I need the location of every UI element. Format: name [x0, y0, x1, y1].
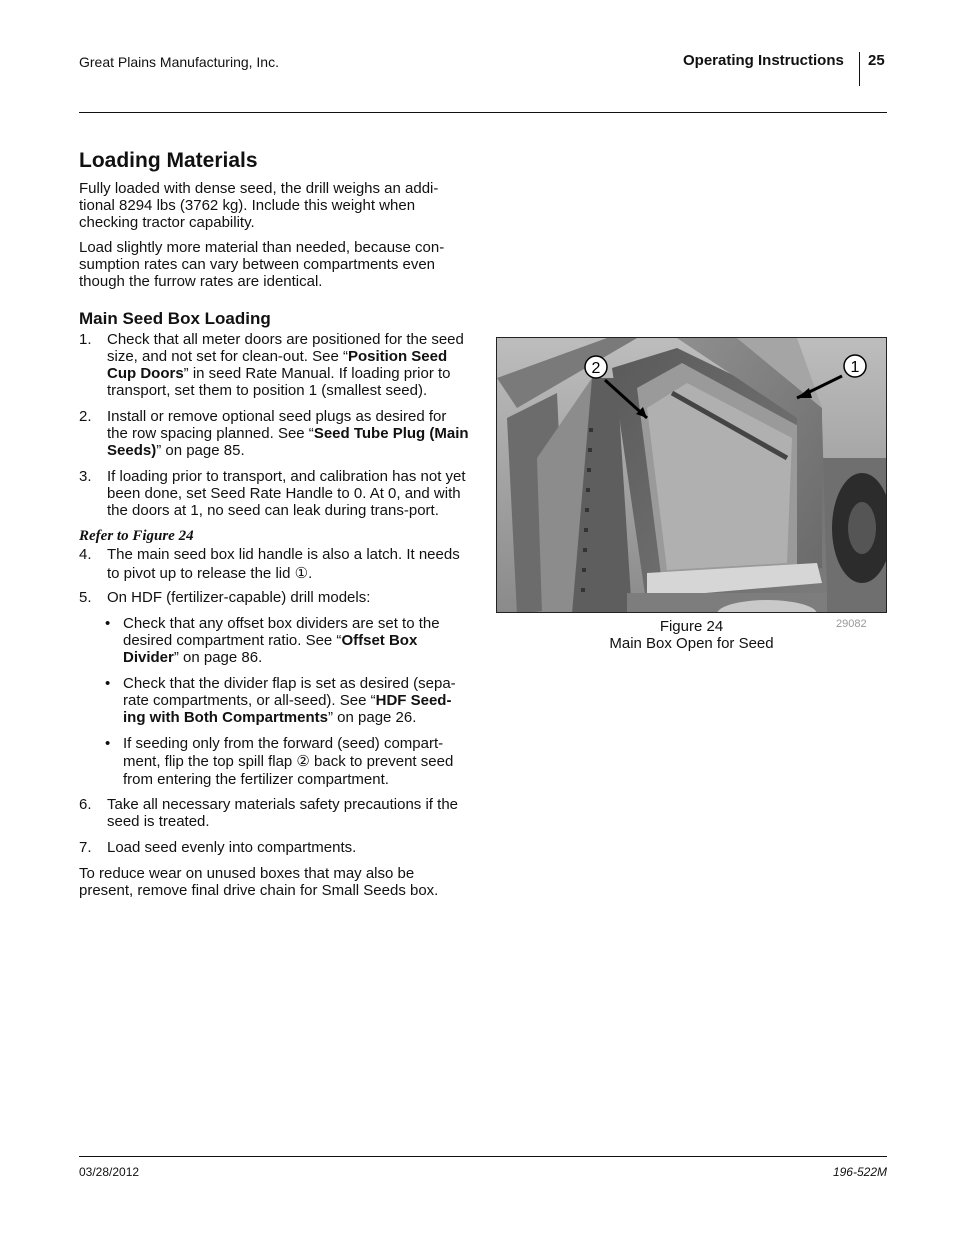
- bullet-icon: •: [105, 675, 111, 692]
- step-number: 4.: [79, 546, 92, 563]
- company-name: Great Plains Manufacturing, Inc.: [79, 54, 279, 70]
- footer-date: 03/28/2012: [79, 1165, 140, 1179]
- list-item-step-7: [79, 839, 471, 856]
- bullet-text: If seeding only from the forward (seed) compart-ment, flip the top spill flap ② back to prevent seed from entering the fertilizer compartment.: [123, 735, 454, 788]
- list-item-step-5: [79, 589, 471, 606]
- section-name: Operating Instructions: [683, 52, 844, 69]
- bullet-text: Check that the divider flap is set as desired (sepa-rate compartments, or all-seed). See “: [123, 675, 456, 709]
- page-number: 25: [868, 52, 885, 69]
- cross-reference: Offset Box Divider: [123, 632, 418, 666]
- step-number: 1.: [79, 331, 92, 348]
- list-item-step-1: [79, 331, 471, 399]
- step-text: The main seed box lid handle is also a latch. It needs to pivot up to release the lid ①.: [107, 546, 460, 582]
- figure-caption: [496, 618, 887, 652]
- step-number: 3.: [79, 468, 92, 485]
- bullet-icon: •: [105, 735, 111, 752]
- step-text: If loading prior to transport, and calibration has not yet been done, set Seed Rate Handle to 0. At 0, and with the doors at 1, no seed can leak during trans-port.: [107, 468, 466, 519]
- bullet-item-spill-flap: [79, 735, 471, 789]
- figure-photo: [496, 337, 887, 613]
- list-item-step-6: [79, 796, 471, 830]
- callout-2: 2: [591, 360, 601, 377]
- step-number: 6.: [79, 796, 92, 813]
- figure-image-id: 29082: [836, 618, 867, 630]
- bullet-text: ” on page 26.: [328, 709, 417, 726]
- step-text: Check that all meter doors are positioned for the seed size, and not set for clean-out. See “: [107, 331, 464, 365]
- bullet-icon: •: [105, 615, 111, 632]
- cross-reference: Position Seed Cup Doors: [107, 348, 448, 382]
- text-column: [79, 148, 471, 899]
- step-text: ” on page 85.: [156, 442, 245, 459]
- footer-rule: [79, 1156, 887, 1157]
- figure-number: Figure 24: [659, 618, 724, 635]
- figure-reference: Refer to Figure 24: [79, 528, 194, 544]
- paragraph-closing: To reduce wear on unused boxes that may also be present, remove final drive chain for Small Seeds box.: [79, 865, 439, 899]
- step-text: ” in seed Rate Manual. If loading prior to transport, set them to position 1 (smallest seed).: [107, 365, 451, 399]
- step-number: 2.: [79, 408, 92, 425]
- bullet-text: ” on page 86.: [173, 649, 263, 666]
- step-number: 5.: [79, 589, 92, 606]
- step-text: Load seed evenly into compartments.: [107, 839, 357, 856]
- list-item-step-4: [79, 545, 471, 583]
- header-rule: [79, 112, 887, 113]
- footer-doc-number: 196-522M: [832, 1165, 887, 1179]
- step-text: On HDF (fertilizer-capable) drill models:: [107, 589, 371, 606]
- list-item-step-3: [79, 468, 471, 519]
- section-title: Loading Materials: [79, 149, 258, 172]
- figure-caption-text: Main Box Open for Seed: [609, 635, 774, 652]
- header-separator: [859, 52, 860, 86]
- seed-box-illustration: [497, 338, 887, 613]
- bullet-item-divider-ratio: [79, 615, 471, 666]
- cross-reference: Seed Tube Plug (Main Seeds): [107, 425, 469, 459]
- subsection-title: Main Seed Box Loading: [79, 309, 271, 328]
- bullet-item-divider-flap: [79, 675, 471, 726]
- cross-reference: HDF Seed-ing with Both Compartments: [123, 692, 452, 726]
- step-text: Install or remove optional seed plugs as desired for the row spacing planned. See “: [107, 408, 447, 442]
- paragraph-load: Load slightly more material than needed, because con-sumption rates can vary between compartments even though the furrow rates are identical.: [79, 239, 445, 290]
- paragraph-weight: Fully loaded with dense seed, the drill weighs an addi-tional 8294 lbs (3762 kg). Include this weight when checking tractor capability.: [79, 180, 439, 231]
- step-number: 7.: [79, 839, 92, 856]
- list-item-step-2: [79, 408, 471, 459]
- callout-1: 1: [850, 359, 860, 376]
- step-text: Take all necessary materials safety precautions if the seed is treated.: [107, 796, 458, 830]
- bullet-text: Check that any offset box dividers are set to the desired compartment ratio. See “: [123, 615, 440, 649]
